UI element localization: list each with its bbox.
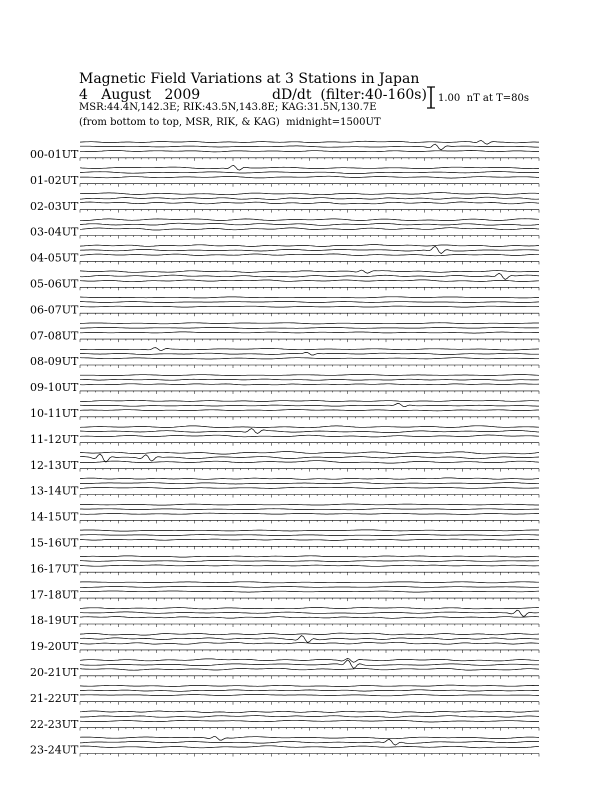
row-15-16UT (30, 530, 539, 550)
row-05-06UT (30, 270, 539, 290)
trace-RIK (80, 379, 539, 380)
row-00-01UT (30, 141, 539, 162)
row-21-22UT (30, 685, 539, 705)
row-label: 15-16UT (30, 536, 79, 550)
scale-label: 1.00 nT at T=80s (438, 93, 529, 104)
trace-RIK (80, 301, 539, 302)
row-19-20UT (30, 633, 539, 653)
row-23-24UT (30, 737, 539, 757)
trace-RIK (80, 273, 539, 279)
trace-RIK (80, 610, 539, 616)
trace-RIK (80, 636, 539, 643)
trace-MSR (80, 746, 539, 748)
trace-MSR (80, 694, 539, 695)
trace-MSR (80, 202, 539, 204)
trace-MSR (80, 332, 539, 333)
row-label: 17-18UT (30, 588, 79, 602)
trace-RIK (80, 509, 539, 510)
row-22-23UT (30, 711, 539, 731)
trace-KAG (80, 165, 539, 170)
trace-KAG (80, 711, 539, 713)
trace-KAG (80, 556, 539, 557)
trace-KAG (80, 426, 539, 428)
row-label: 09-10UT (30, 381, 79, 395)
trace-MSR (80, 358, 539, 359)
row-label: 22-23UT (30, 717, 79, 731)
row-label: 01-02UT (30, 173, 79, 187)
trace-RIK (80, 404, 539, 407)
trace-MSR (80, 306, 539, 307)
trace-RIK (80, 560, 539, 561)
row-07-08UT (30, 323, 539, 343)
trace-RIK (80, 483, 539, 484)
trace-RIK (80, 172, 539, 174)
trace-RIK (80, 660, 539, 668)
trace-KAG (80, 530, 539, 531)
trace-KAG (80, 737, 539, 741)
row-label: 03-04UT (30, 225, 79, 239)
trace-KAG (80, 685, 539, 687)
row-label: 16-17UT (30, 562, 79, 576)
trace-KAG (80, 348, 539, 351)
row-10-11UT (30, 400, 539, 420)
row-12-13UT (30, 452, 539, 472)
chart-filter: dD/dt (filter:40-160s) (272, 87, 427, 103)
trace-MSR (80, 539, 539, 540)
trace-RIK (80, 586, 539, 587)
trace-MSR (80, 513, 539, 514)
trace-KAG (80, 219, 539, 221)
row-label: 21-22UT (30, 691, 79, 705)
trace-KAG (80, 608, 539, 609)
row-label: 02-03UT (30, 199, 79, 213)
chart-title: Magnetic Field Variations at 3 Stations in Japan (79, 71, 420, 87)
trace-MSR (80, 487, 539, 488)
trace-KAG (80, 478, 539, 479)
row-label: 00-01UT (30, 148, 79, 161)
trace-KAG (80, 400, 539, 401)
trace-KAG (80, 582, 539, 583)
trace-RIK (80, 144, 539, 150)
trace-MSR (80, 668, 539, 670)
row-20-21UT (30, 658, 539, 679)
trace-RIK (80, 327, 539, 328)
trace-MSR (80, 461, 539, 463)
trace-MSR (80, 435, 539, 437)
row-11-12UT (30, 426, 539, 446)
trace-KAG (80, 141, 539, 145)
trace-RIK (80, 535, 539, 536)
row-label: 23-24UT (30, 743, 79, 757)
row-label: 10-11UT (30, 407, 79, 420)
row-09-10UT (30, 374, 539, 394)
trace-KAG (80, 658, 539, 662)
trace-KAG (80, 504, 539, 505)
row-14-15UT (30, 504, 539, 524)
trace-KAG (80, 323, 539, 324)
trace-MSR (80, 384, 539, 385)
row-06-07UT (30, 297, 539, 317)
trace-MSR (80, 565, 539, 566)
row-01-02UT (30, 165, 539, 187)
trace-MSR (80, 228, 539, 230)
trace-MSR (80, 591, 539, 592)
row-04-05UT (30, 245, 539, 265)
trace-MSR (80, 617, 539, 619)
row-label: 05-06UT (30, 277, 79, 291)
row-label: 20-21UT (30, 666, 79, 679)
trace-RIK (80, 197, 539, 199)
row-label: 07-08UT (30, 329, 79, 343)
trace-KAG (80, 245, 539, 247)
row-03-04UT (30, 219, 539, 239)
station-coordinates: MSR:44.4N,142.3E; RIK:43.5N,143.8E; KAG:31.5N,130.7E (79, 102, 377, 113)
trace-KAG (80, 270, 539, 273)
row-13-14UT (30, 478, 539, 498)
row-label: 18-19UT (30, 614, 79, 628)
trace-RIK (80, 739, 539, 745)
row-16-17UT (30, 556, 539, 576)
chart-date: 4 August 2009 (79, 87, 201, 103)
trace-KAG (80, 452, 539, 455)
trace-MSR (80, 176, 539, 178)
row-label: 19-20UT (30, 640, 79, 654)
row-label: 06-07UT (30, 303, 79, 317)
trace-KAG (80, 193, 539, 195)
trace-order-note: (from bottom to top, MSR, RIK, & KAG) midnight=1500UT (79, 117, 381, 128)
row-label: 04-05UT (30, 251, 79, 265)
row-label: 13-14UT (30, 484, 79, 498)
row-label: 08-09UT (30, 355, 79, 369)
trace-RIK (80, 352, 539, 355)
trace-MSR (80, 280, 539, 282)
row-label: 12-13UT (30, 458, 79, 472)
trace-KAG (80, 297, 539, 298)
trace-RIK (80, 429, 539, 434)
trace-MSR (80, 410, 539, 411)
trace-KAG (80, 633, 539, 635)
trace-MSR (80, 720, 539, 722)
row-label: 14-15UT (30, 510, 79, 524)
trace-MSR (80, 151, 539, 152)
row-18-19UT (30, 608, 539, 628)
row-02-03UT (30, 193, 539, 213)
trace-MSR (80, 642, 539, 644)
row-label: 11-12UT (30, 432, 79, 446)
trace-RIK (80, 223, 539, 225)
trace-KAG (80, 374, 539, 375)
trace-RIK (80, 716, 539, 718)
trace-MSR (80, 254, 539, 256)
trace-RIK (80, 690, 539, 692)
trace-RIK (80, 246, 539, 253)
row-17-18UT (30, 582, 539, 602)
row-08-09UT (30, 348, 539, 369)
